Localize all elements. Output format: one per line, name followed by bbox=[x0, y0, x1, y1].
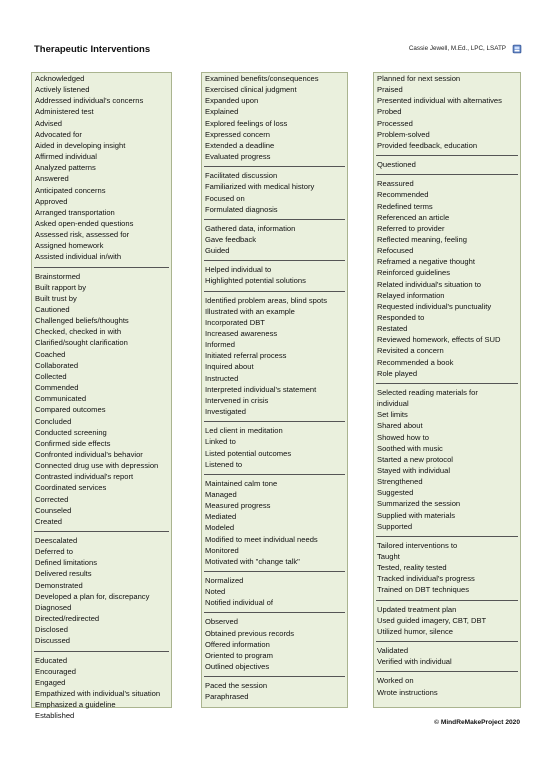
list-item: Measured progress bbox=[205, 501, 271, 511]
list-item: Modified to meet individual needs bbox=[205, 534, 318, 544]
column-list bbox=[32, 73, 171, 721]
list-item: Started a new protocol bbox=[377, 454, 453, 464]
list-item: Clarified/sought clarification bbox=[35, 338, 128, 348]
list-item: Probed bbox=[377, 107, 402, 117]
list-item: Helped individual to bbox=[205, 265, 272, 275]
list-item: Redefined terms bbox=[377, 201, 433, 211]
list-item: Initiated referral process bbox=[205, 351, 287, 361]
list-item: Collaborated bbox=[35, 360, 79, 370]
list-item: Tailored interventions to bbox=[377, 540, 458, 550]
list-item: Conducted screening bbox=[35, 427, 107, 437]
column-e-to-p bbox=[201, 72, 348, 708]
list-item: Related individual's situation to bbox=[377, 279, 482, 289]
list-item: Delivered results bbox=[35, 569, 92, 579]
section-divider bbox=[376, 641, 518, 642]
list-item: individual bbox=[377, 399, 409, 409]
author-credit: Cassie Jewell, M.Ed., LPC, LSATP bbox=[408, 45, 506, 52]
list-item: Defined limitations bbox=[35, 558, 98, 568]
list-item: Confronted individual's behavior bbox=[35, 449, 143, 459]
section-divider bbox=[204, 291, 345, 292]
list-item: Outlined objectives bbox=[205, 662, 270, 672]
section-divider bbox=[34, 651, 169, 652]
list-item: Highlighted potential solutions bbox=[205, 276, 306, 286]
list-item: Provided feedback, education bbox=[377, 140, 478, 150]
list-item: Identified problem areas, blind spots bbox=[205, 295, 327, 305]
list-item: Strengthened bbox=[377, 477, 423, 487]
list-item: Analyzed patterns bbox=[35, 163, 96, 173]
list-item: Examined benefits/consequences bbox=[205, 74, 319, 83]
list-item: Emphasized a guideline bbox=[35, 700, 116, 710]
list-item: Paced the session bbox=[205, 681, 268, 691]
list-item: Encouraged bbox=[35, 666, 76, 676]
list-item: Instructed bbox=[205, 373, 239, 383]
list-item: Gathered data, information bbox=[205, 223, 296, 233]
list-item: Coached bbox=[35, 349, 66, 359]
list-item: Incorporated DBT bbox=[205, 317, 265, 327]
list-item: Paraphrased bbox=[205, 692, 249, 702]
list-item: Reinforced guidelines bbox=[377, 268, 451, 278]
list-item: Built trust by bbox=[35, 293, 77, 303]
list-item: Listened to bbox=[205, 459, 243, 469]
list-item: Approved bbox=[35, 196, 68, 206]
list-item: Established bbox=[35, 711, 75, 721]
list-item: Interpreted individual's statement bbox=[205, 384, 317, 394]
list-item: Coordinated services bbox=[35, 483, 107, 493]
list-item: Revisited a concern bbox=[377, 346, 444, 356]
list-item: Commended bbox=[35, 383, 79, 393]
list-item: Problem-solved bbox=[377, 129, 430, 139]
list-item: Expressed concern bbox=[205, 129, 271, 139]
list-item: Asked open-ended questions bbox=[35, 218, 134, 228]
list-item: Explained bbox=[205, 107, 239, 117]
list-item: Brainstormed bbox=[35, 271, 81, 281]
list-item: Managed bbox=[205, 489, 237, 499]
list-item: Restated bbox=[377, 324, 408, 334]
list-item: Aided in developing insight bbox=[35, 140, 126, 150]
list-item: Challenged beliefs/thoughts bbox=[35, 316, 129, 326]
section-divider bbox=[376, 536, 518, 537]
list-item: Reframed a negative thought bbox=[377, 257, 475, 267]
page-header bbox=[34, 44, 522, 62]
list-item: Educated bbox=[35, 655, 68, 665]
list-item: Communicated bbox=[35, 394, 87, 404]
list-item: Advised bbox=[35, 118, 63, 128]
list-item: Illustrated with an example bbox=[205, 306, 295, 316]
list-item: Connected drug use with depression bbox=[35, 461, 159, 471]
list-item: Collected bbox=[35, 371, 67, 381]
list-item: Updated treatment plan bbox=[377, 604, 457, 614]
list-item: Arranged transportation bbox=[35, 207, 115, 217]
list-item: Notified individual of bbox=[205, 598, 273, 608]
column-a-to-e bbox=[31, 72, 172, 721]
list-item: Recommended bbox=[377, 190, 429, 200]
list-item: Deescalated bbox=[35, 536, 78, 545]
list-item: Requested individual's punctuality bbox=[377, 301, 492, 311]
list-item: Guided bbox=[205, 246, 230, 256]
list-item: Monitored bbox=[205, 545, 239, 555]
list-item: Utilized humor, silence bbox=[377, 626, 453, 636]
list-item: Presented individual with alternatives bbox=[377, 96, 502, 106]
list-item: Actively listened bbox=[35, 85, 90, 95]
list-item: Deferred to bbox=[35, 547, 73, 557]
list-item: Expanded upon bbox=[205, 96, 259, 106]
list-item: Built rapport by bbox=[35, 282, 87, 292]
column-list bbox=[374, 73, 520, 707]
list-item: Taught bbox=[377, 552, 400, 561]
section-divider bbox=[204, 421, 345, 422]
list-item: Extended a deadline bbox=[205, 140, 275, 150]
list-item: Compared outcomes bbox=[35, 405, 106, 415]
list-item: Confirmed side effects bbox=[35, 438, 111, 448]
list-item: Advocated for bbox=[35, 129, 82, 139]
list-item: Evaluated progress bbox=[205, 152, 271, 162]
section-divider bbox=[204, 474, 345, 475]
list-item: Intervened in crisis bbox=[205, 395, 269, 405]
list-item: Questioned bbox=[377, 160, 416, 170]
list-item: Selected reading materials for bbox=[377, 387, 478, 397]
list-item: Tested, reality tested bbox=[377, 563, 447, 573]
list-item: Formulated diagnosis bbox=[205, 204, 278, 214]
list-item: Summarized the session bbox=[377, 499, 461, 509]
section-divider bbox=[34, 267, 169, 268]
column-p-to-w bbox=[373, 72, 521, 708]
list-item: Supported bbox=[377, 521, 413, 531]
list-item: Addressed individual's concerns bbox=[35, 96, 144, 106]
list-item: Focused on bbox=[205, 193, 245, 203]
list-item: Offered information bbox=[205, 639, 270, 649]
list-item: Explored feelings of loss bbox=[205, 118, 288, 128]
list-item: Referenced an article bbox=[377, 212, 450, 222]
list-item: Used guided imagery, CBT, DBT bbox=[377, 615, 487, 625]
list-item: Assigned homework bbox=[35, 241, 104, 251]
list-item: Directed/redirected bbox=[35, 614, 100, 624]
list-item: Assisted individual in/with bbox=[35, 252, 122, 262]
list-item: Led client in meditation bbox=[205, 426, 283, 436]
section-divider bbox=[204, 260, 345, 261]
list-item: Assessed risk, assessed for bbox=[35, 230, 130, 240]
section-divider bbox=[376, 174, 518, 175]
list-item: Engaged bbox=[35, 677, 66, 687]
list-item: Inquired about bbox=[205, 362, 254, 372]
section-divider bbox=[376, 383, 518, 384]
list-item: Anticipated concerns bbox=[35, 185, 106, 195]
list-item: Empathized with individual's situation bbox=[35, 688, 161, 698]
section-divider bbox=[204, 166, 345, 167]
list-item: Observed bbox=[205, 617, 238, 627]
list-item: Administered test bbox=[35, 107, 94, 117]
list-item: Motivated with "change talk" bbox=[205, 556, 300, 566]
list-item: Affirmed individual bbox=[35, 152, 97, 162]
list-item: Normalized bbox=[205, 576, 244, 585]
page-title: Therapeutic Interventions bbox=[34, 44, 151, 55]
list-item: Exercised clinical judgment bbox=[205, 85, 297, 95]
copyright-footer: © MindReMakeProject 2020 bbox=[434, 719, 520, 726]
list-item: Counseled bbox=[35, 505, 72, 515]
list-item: Corrected bbox=[35, 494, 69, 504]
list-item: Listed potential outcomes bbox=[205, 448, 292, 458]
list-item: Role played bbox=[377, 368, 418, 378]
section-divider bbox=[204, 612, 345, 613]
document-shield-icon bbox=[512, 44, 522, 54]
list-item: Recommended a book bbox=[377, 357, 454, 367]
section-divider bbox=[204, 571, 345, 572]
list-item: Set limits bbox=[377, 410, 408, 420]
list-item: Shared about bbox=[377, 421, 423, 431]
list-item: Mediated bbox=[205, 512, 237, 522]
list-item: Disclosed bbox=[35, 625, 68, 635]
list-item: Investigated bbox=[205, 407, 246, 417]
list-item: Created bbox=[35, 516, 63, 526]
list-item: Oriented to program bbox=[205, 650, 273, 660]
list-item: Processed bbox=[377, 118, 413, 128]
list-item: Refocused bbox=[377, 246, 414, 256]
list-item: Tracked individual's progress bbox=[377, 574, 475, 584]
list-item: Cautioned bbox=[35, 305, 70, 314]
list-item: Praised bbox=[377, 85, 403, 95]
list-item: Wrote instructions bbox=[377, 687, 438, 697]
list-item: Linked to bbox=[205, 437, 236, 447]
list-item: Checked, checked in with bbox=[35, 327, 122, 337]
list-item: Informed bbox=[205, 340, 235, 350]
section-divider bbox=[34, 531, 169, 532]
list-item: Acknowledged bbox=[35, 74, 85, 83]
list-item: Reflected meaning, feeling bbox=[377, 234, 467, 244]
list-item: Maintained calm tone bbox=[205, 478, 278, 488]
section-divider bbox=[204, 676, 345, 677]
column-list bbox=[202, 73, 347, 707]
list-item: Planned for next session bbox=[377, 74, 461, 83]
list-item: Showed how to bbox=[377, 432, 429, 442]
list-item: Increased awareness bbox=[205, 329, 278, 338]
section-divider bbox=[376, 671, 518, 672]
list-item: Discussed bbox=[35, 636, 71, 646]
list-item: Gave feedback bbox=[205, 234, 257, 244]
section-divider bbox=[376, 155, 518, 156]
list-item: Reviewed homework, effects of SUD bbox=[377, 335, 501, 345]
section-divider bbox=[376, 600, 518, 601]
list-item: Reassured bbox=[377, 179, 414, 189]
list-item: Obtained previous records bbox=[205, 628, 295, 638]
list-item: Modeled bbox=[205, 523, 235, 533]
list-item: Verified with individual bbox=[377, 657, 452, 667]
list-item: Demonstrated bbox=[35, 580, 83, 590]
list-item: Relayed information bbox=[377, 290, 445, 300]
list-item: Worked on bbox=[377, 676, 414, 686]
section-divider bbox=[204, 219, 345, 220]
list-item: Concluded bbox=[35, 416, 72, 426]
list-item: Answered bbox=[35, 174, 69, 184]
list-item: Referred to provider bbox=[377, 223, 445, 233]
list-item: Developed a plan for, discrepancy bbox=[35, 591, 150, 601]
list-item: Facilitated discussion bbox=[205, 171, 278, 181]
list-item: Suggested bbox=[377, 488, 414, 498]
list-item: Contrasted individual's report bbox=[35, 472, 134, 482]
list-item: Validated bbox=[377, 646, 409, 656]
list-item: Stayed with individual bbox=[377, 465, 451, 475]
list-item: Supplied with materials bbox=[377, 510, 456, 520]
list-item: Soothed with music bbox=[377, 443, 443, 453]
list-item: Trained on DBT techniques bbox=[377, 585, 470, 595]
list-item: Familiarized with medical history bbox=[205, 182, 315, 192]
list-item: Diagnosed bbox=[35, 602, 72, 612]
list-item: Responded to bbox=[377, 313, 425, 322]
list-item: Noted bbox=[205, 587, 226, 597]
